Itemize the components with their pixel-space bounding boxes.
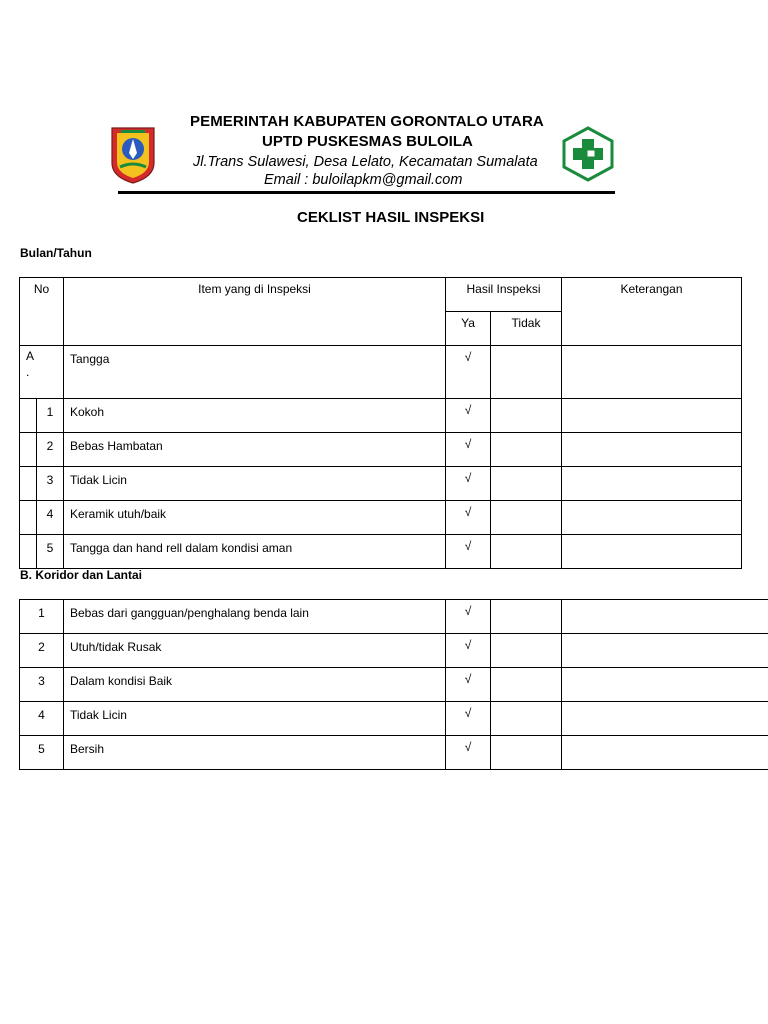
table-row <box>20 702 768 736</box>
check-mark: √ <box>464 638 472 652</box>
notes-cell <box>562 702 768 736</box>
header-result: Hasil Inspeksi <box>446 278 562 312</box>
notes-cell <box>562 467 742 501</box>
row-spacer-cell <box>20 535 37 569</box>
inspection-table-a <box>19 277 742 569</box>
row-spacer-cell <box>20 433 37 467</box>
row-number: 4 <box>37 501 64 535</box>
table-row <box>20 668 768 702</box>
tidak-cell <box>491 600 562 634</box>
tidak-cell <box>491 668 562 702</box>
document-title: CEKLIST HASIL INSPEKSI <box>297 209 485 226</box>
tidak-cell <box>491 702 562 736</box>
puskesmas-cross-icon <box>561 126 615 182</box>
letterhead-address: Jl.Trans Sulawesi, Desa Lelato, Kecamatan Sumalata <box>193 154 538 170</box>
check-mark: √ <box>464 539 472 553</box>
section-a-letter <box>20 346 64 399</box>
letterhead-institution: UPTD PUSKESMAS BULOILA <box>262 133 473 150</box>
notes-cell <box>562 736 768 770</box>
tidak-cell <box>491 634 562 668</box>
tidak-cell <box>491 467 562 501</box>
check-mark: √ <box>464 471 472 485</box>
check-mark: √ <box>464 672 472 686</box>
row-item: Tangga dan hand rell dalam kondisi aman <box>64 535 446 569</box>
tidak-cell <box>491 399 562 433</box>
check-mark: √ <box>464 740 472 754</box>
row-number: 1 <box>37 399 64 433</box>
header-item: Item yang di Inspeksi <box>64 278 446 346</box>
notes-cell <box>562 535 742 569</box>
letterhead-government: PEMERINTAH KABUPATEN GORONTALO UTARA <box>190 113 544 130</box>
row-number: 3 <box>20 668 64 702</box>
regency-emblem-icon <box>108 125 158 185</box>
tidak-cell <box>491 501 562 535</box>
header-no: No <box>20 278 64 346</box>
table-row <box>20 634 768 668</box>
tidak-cell <box>491 433 562 467</box>
section-a-header-row <box>20 346 742 399</box>
header-notes: Keterangan <box>562 278 742 346</box>
section-a-letter-text: A <box>26 349 35 363</box>
inspection-table-b <box>19 599 768 770</box>
check-mark: √ <box>464 505 472 519</box>
notes-cell <box>562 433 742 467</box>
notes-cell <box>562 399 742 433</box>
row-item: Tidak Licin <box>64 467 446 501</box>
tidak-cell <box>491 535 562 569</box>
table-row <box>20 600 768 634</box>
row-spacer-cell <box>20 501 37 535</box>
table-row <box>20 535 742 569</box>
row-spacer-cell <box>20 467 37 501</box>
letterhead-email: Email : buloilapkm@gmail.com <box>264 172 463 188</box>
letterhead-divider <box>118 191 615 194</box>
table-row <box>20 467 742 501</box>
notes-cell <box>562 634 768 668</box>
row-item: Tidak Licin <box>64 702 446 736</box>
table-row <box>20 501 742 535</box>
table-row <box>20 433 742 467</box>
row-item: Bebas Hambatan <box>64 433 446 467</box>
row-item: Keramik utuh/baik <box>64 501 446 535</box>
table-row <box>20 736 768 770</box>
check-mark: √ <box>464 350 472 364</box>
row-number: 3 <box>37 467 64 501</box>
row-number: 1 <box>20 600 64 634</box>
row-number: 4 <box>20 702 64 736</box>
section-b-title: B. Koridor dan Lantai <box>20 568 143 582</box>
row-number: 2 <box>20 634 64 668</box>
check-mark: √ <box>464 403 472 417</box>
row-item: Utuh/tidak Rusak <box>64 634 446 668</box>
section-a-dot: . <box>26 365 30 379</box>
row-number: 5 <box>20 736 64 770</box>
check-mark: √ <box>464 706 472 720</box>
row-item: Bebas dari gangguan/penghalang benda lain <box>64 600 446 634</box>
table-row <box>20 399 742 433</box>
header-tidak: Tidak <box>491 312 562 346</box>
notes-cell <box>562 668 768 702</box>
section-a-notes-cell <box>562 346 742 399</box>
period-label: Bulan/Tahun <box>20 246 92 260</box>
row-item: Bersih <box>64 736 446 770</box>
section-a-tidak-cell <box>491 346 562 399</box>
row-item: Dalam kondisi Baik <box>64 668 446 702</box>
notes-cell <box>562 600 768 634</box>
row-spacer-cell <box>20 399 37 433</box>
row-number: 2 <box>37 433 64 467</box>
header-yes: Ya <box>446 312 491 346</box>
notes-cell <box>562 501 742 535</box>
section-a-name: Tangga <box>64 346 446 399</box>
check-mark: √ <box>464 604 472 618</box>
section-a-ya-cell <box>446 346 491 399</box>
row-item: Kokoh <box>64 399 446 433</box>
tidak-cell <box>491 736 562 770</box>
row-number: 5 <box>37 535 64 569</box>
check-mark: √ <box>464 437 472 451</box>
